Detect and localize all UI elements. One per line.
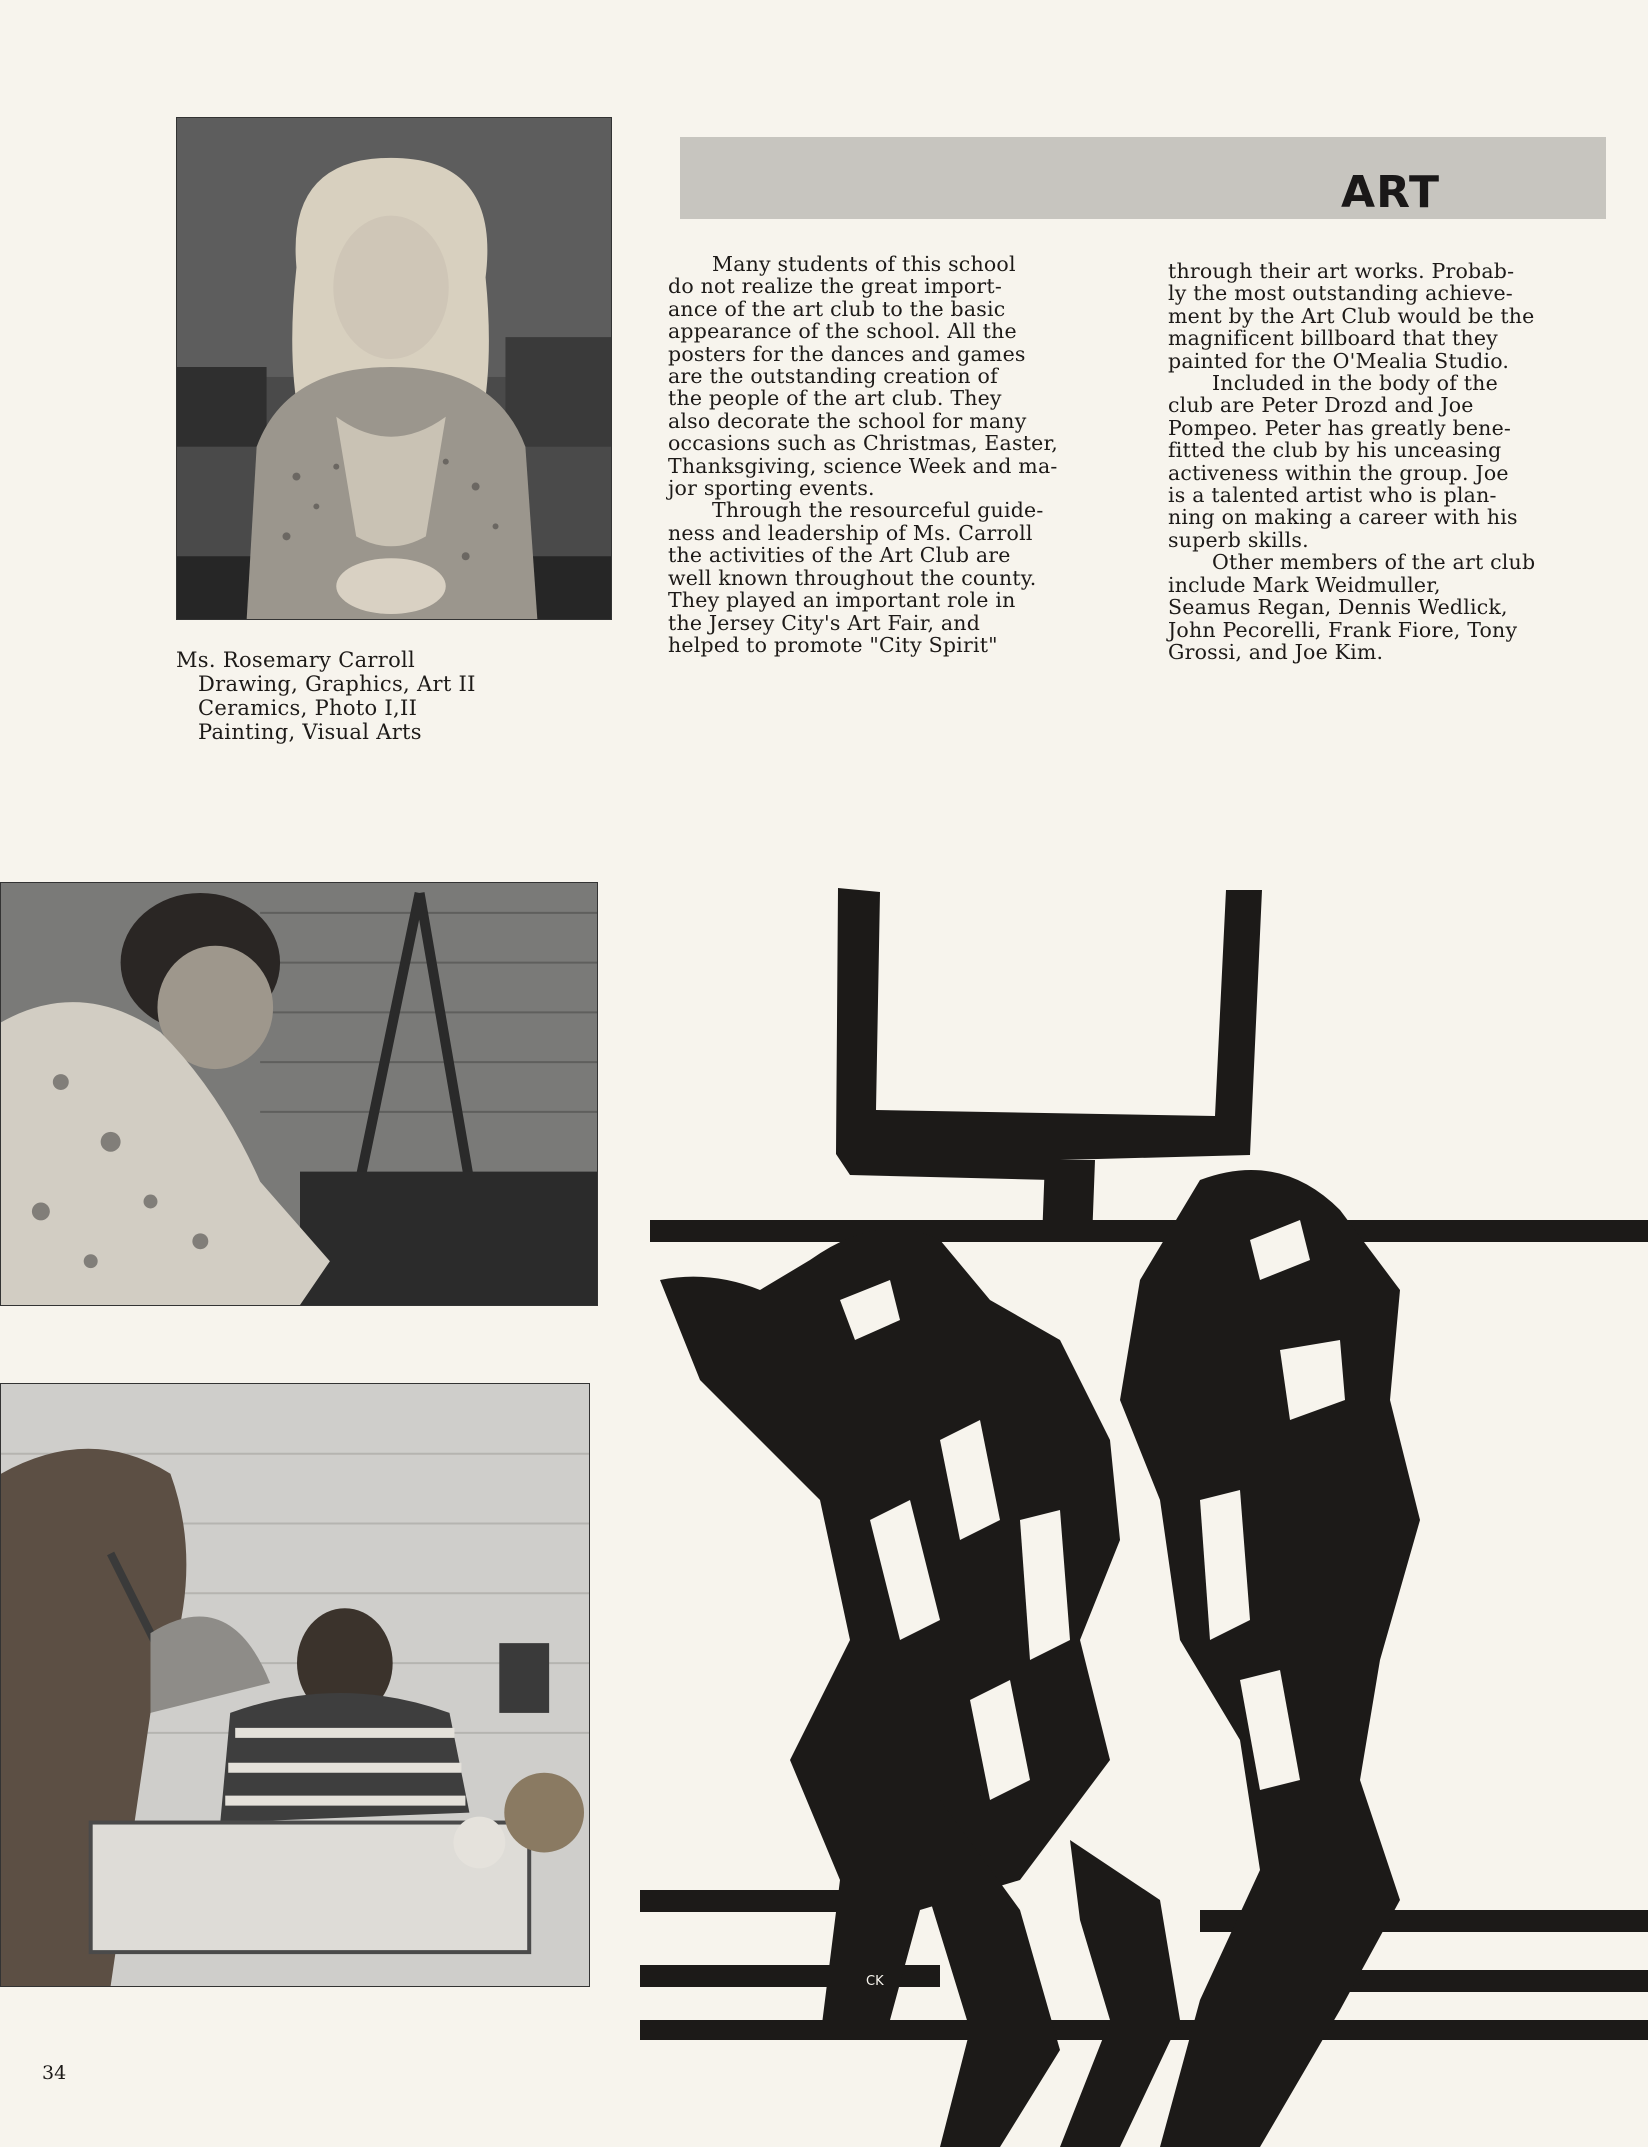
teacher-caption xyxy=(176,648,536,744)
article-line: ance of the art club to the basic xyxy=(668,296,1006,321)
article-line: Included in the body of the xyxy=(1212,371,1498,396)
article-line: the Jersey City's Art Fair, and xyxy=(668,610,981,635)
teacher-portrait-photo xyxy=(176,117,612,620)
teacher-subjects-line-3: Painting, Visual Arts xyxy=(198,720,422,744)
teacher-subjects-line-1: Drawing, Graphics, Art II xyxy=(198,672,476,696)
article-line: John Pecorelli, Frank Fiore, Tony xyxy=(1168,617,1518,642)
article-line: the people of the art club. They xyxy=(668,386,1002,411)
article-line: also decorate the school for many xyxy=(668,408,1027,433)
teacher-subjects-line-2: Ceramics, Photo I,II xyxy=(198,696,418,720)
article-column-1 xyxy=(668,253,1120,656)
student-easel-photo xyxy=(0,882,598,1306)
article-line: superb skills. xyxy=(1168,527,1309,552)
article-line: ness and leadership of Ms. Carroll xyxy=(668,520,1033,545)
article-line: through their art works. Probab- xyxy=(1168,259,1515,283)
article-line: do not realize the great import- xyxy=(668,274,1002,299)
football-woodcut-artwork xyxy=(640,880,1648,2147)
article-line: Through the resourceful guide- xyxy=(712,498,1044,523)
article-line: helped to promote "City Spirit" xyxy=(668,632,998,657)
article-line: club are Peter Drozd and Joe xyxy=(1168,393,1474,418)
article-line: the activities of the Art Club are xyxy=(668,543,1011,568)
article-line: is a talented artist who is plan- xyxy=(1168,483,1497,508)
article-line: are the outstanding creation of xyxy=(668,364,998,389)
article-line: Many students of this school xyxy=(712,252,1016,276)
article-line: include Mark Weidmuller, xyxy=(1168,572,1441,597)
article-line: Seamus Regan, Dennis Wedlick, xyxy=(1168,595,1508,620)
article-line: Pompeo. Peter has greatly bene- xyxy=(1168,415,1512,440)
article-line: painted for the O'Mealia Studio. xyxy=(1168,348,1510,373)
page-title: ART xyxy=(1341,167,1440,218)
article-line: Grossi, and Joe Kim. xyxy=(1168,639,1384,664)
student-lamp-photo xyxy=(0,1383,590,1987)
article-line: ment by the Art Club would be the xyxy=(1168,303,1535,328)
section-title-band xyxy=(680,137,1606,219)
article-line: ning on making a career with his xyxy=(1168,505,1518,530)
article-line: ly the most outstanding achieve- xyxy=(1168,281,1513,306)
article-line: appearance of the school. All the xyxy=(668,319,1017,344)
article-line: occasions such as Christmas, Easter, xyxy=(668,431,1058,456)
article-line: fitted the club by his unceasing xyxy=(1168,438,1502,463)
article-column-2 xyxy=(1168,260,1600,663)
article-line: Thanksgiving, science Week and ma- xyxy=(668,453,1058,478)
artist-signature: CK xyxy=(866,1974,884,1989)
article-line: posters for the dances and games xyxy=(668,341,1026,366)
article-line: magnificent billboard that they xyxy=(1168,326,1498,351)
article-line: They played an important role in xyxy=(668,588,1016,613)
page-number: 34 xyxy=(42,2062,67,2084)
article-line: well known throughout the county. xyxy=(668,565,1037,590)
article-line: jor sporting events. xyxy=(668,476,875,501)
article-line: Other members of the art club xyxy=(1212,550,1536,575)
teacher-name: Ms. Rosemary Carroll xyxy=(176,648,416,672)
article-line: activeness within the group. Joe xyxy=(1168,460,1509,485)
